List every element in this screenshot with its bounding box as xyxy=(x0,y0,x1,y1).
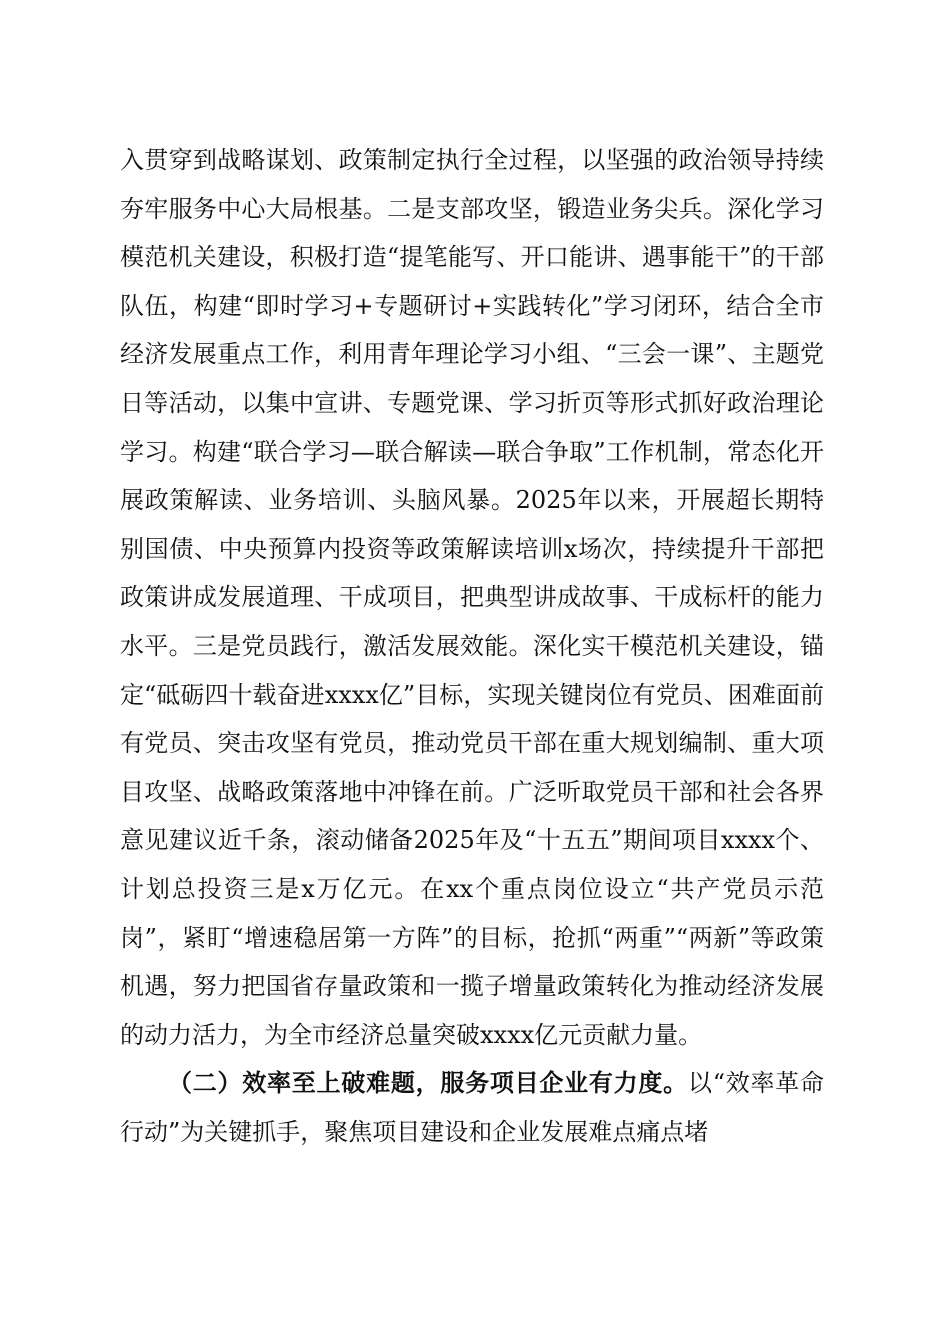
section-heading: （二）效率至上破难题，服务项目企业有力度。 xyxy=(168,1068,688,1098)
document-body xyxy=(120,136,824,1156)
paragraph-continuation: 入贯穿到战略谋划、政策制定执行全过程，以坚强的政治领导持续夯牢服务中心大局根基。二是支部攻坚，锻造业务尖兵。深化学习模范机关建设，积极打造“提笔能写、开口能讲、遇事能干”的干部队伍，构建“即时学习+专题研讨+实践转化”学习闭环，结合全市经济发展重点工作，利用青年理论学习小组、“三会一课”、主题党日等活动，以集中宣讲、专题党课、学习折页等形式抓好政治理论学习。构建“联合学习—联合解读—联合争取”工作机制，常态化开展政策解读、业务培训、头脑风暴。2025年以来，开展超长期特别国债、中央预算内投资等政策解读培训x场次，持续提升干部把政策讲成发展道理、干成项目，把典型讲成故事、干成标杆的能力水平。三是党员践行，激活发展效能。深化实干模范机关建设，锚定“砥砺四十载奋进xxxx亿”目标，实现关键岗位有党员、困难面前有党员、突击攻坚有党员，推动党员干部在重大规划编制、重大项目攻坚、战略政策落地中冲锋在前。广泛听取党员干部和社会各界意见建议近千条，滚动储备2025年及“十五五”期间项目xxxx个、计划总投资三是x万亿元。在xx个重点岗位设立“共产党员示范岗”，紧盯“增速稳居第一方阵”的目标，抢抓“两重”“两新”等政策机遇，努力把国省存量政策和一揽子增量政策转化为推动经济发展的动力活力，为全市经济总量突破xxxx亿元贡献力量。 xyxy=(120,146,824,1049)
paragraph-section-two xyxy=(120,1059,824,1156)
section-body-text: 以“效率革命行动”为关键抓手，聚焦项目建设和企业发展难点痛点堵 xyxy=(120,1069,824,1146)
